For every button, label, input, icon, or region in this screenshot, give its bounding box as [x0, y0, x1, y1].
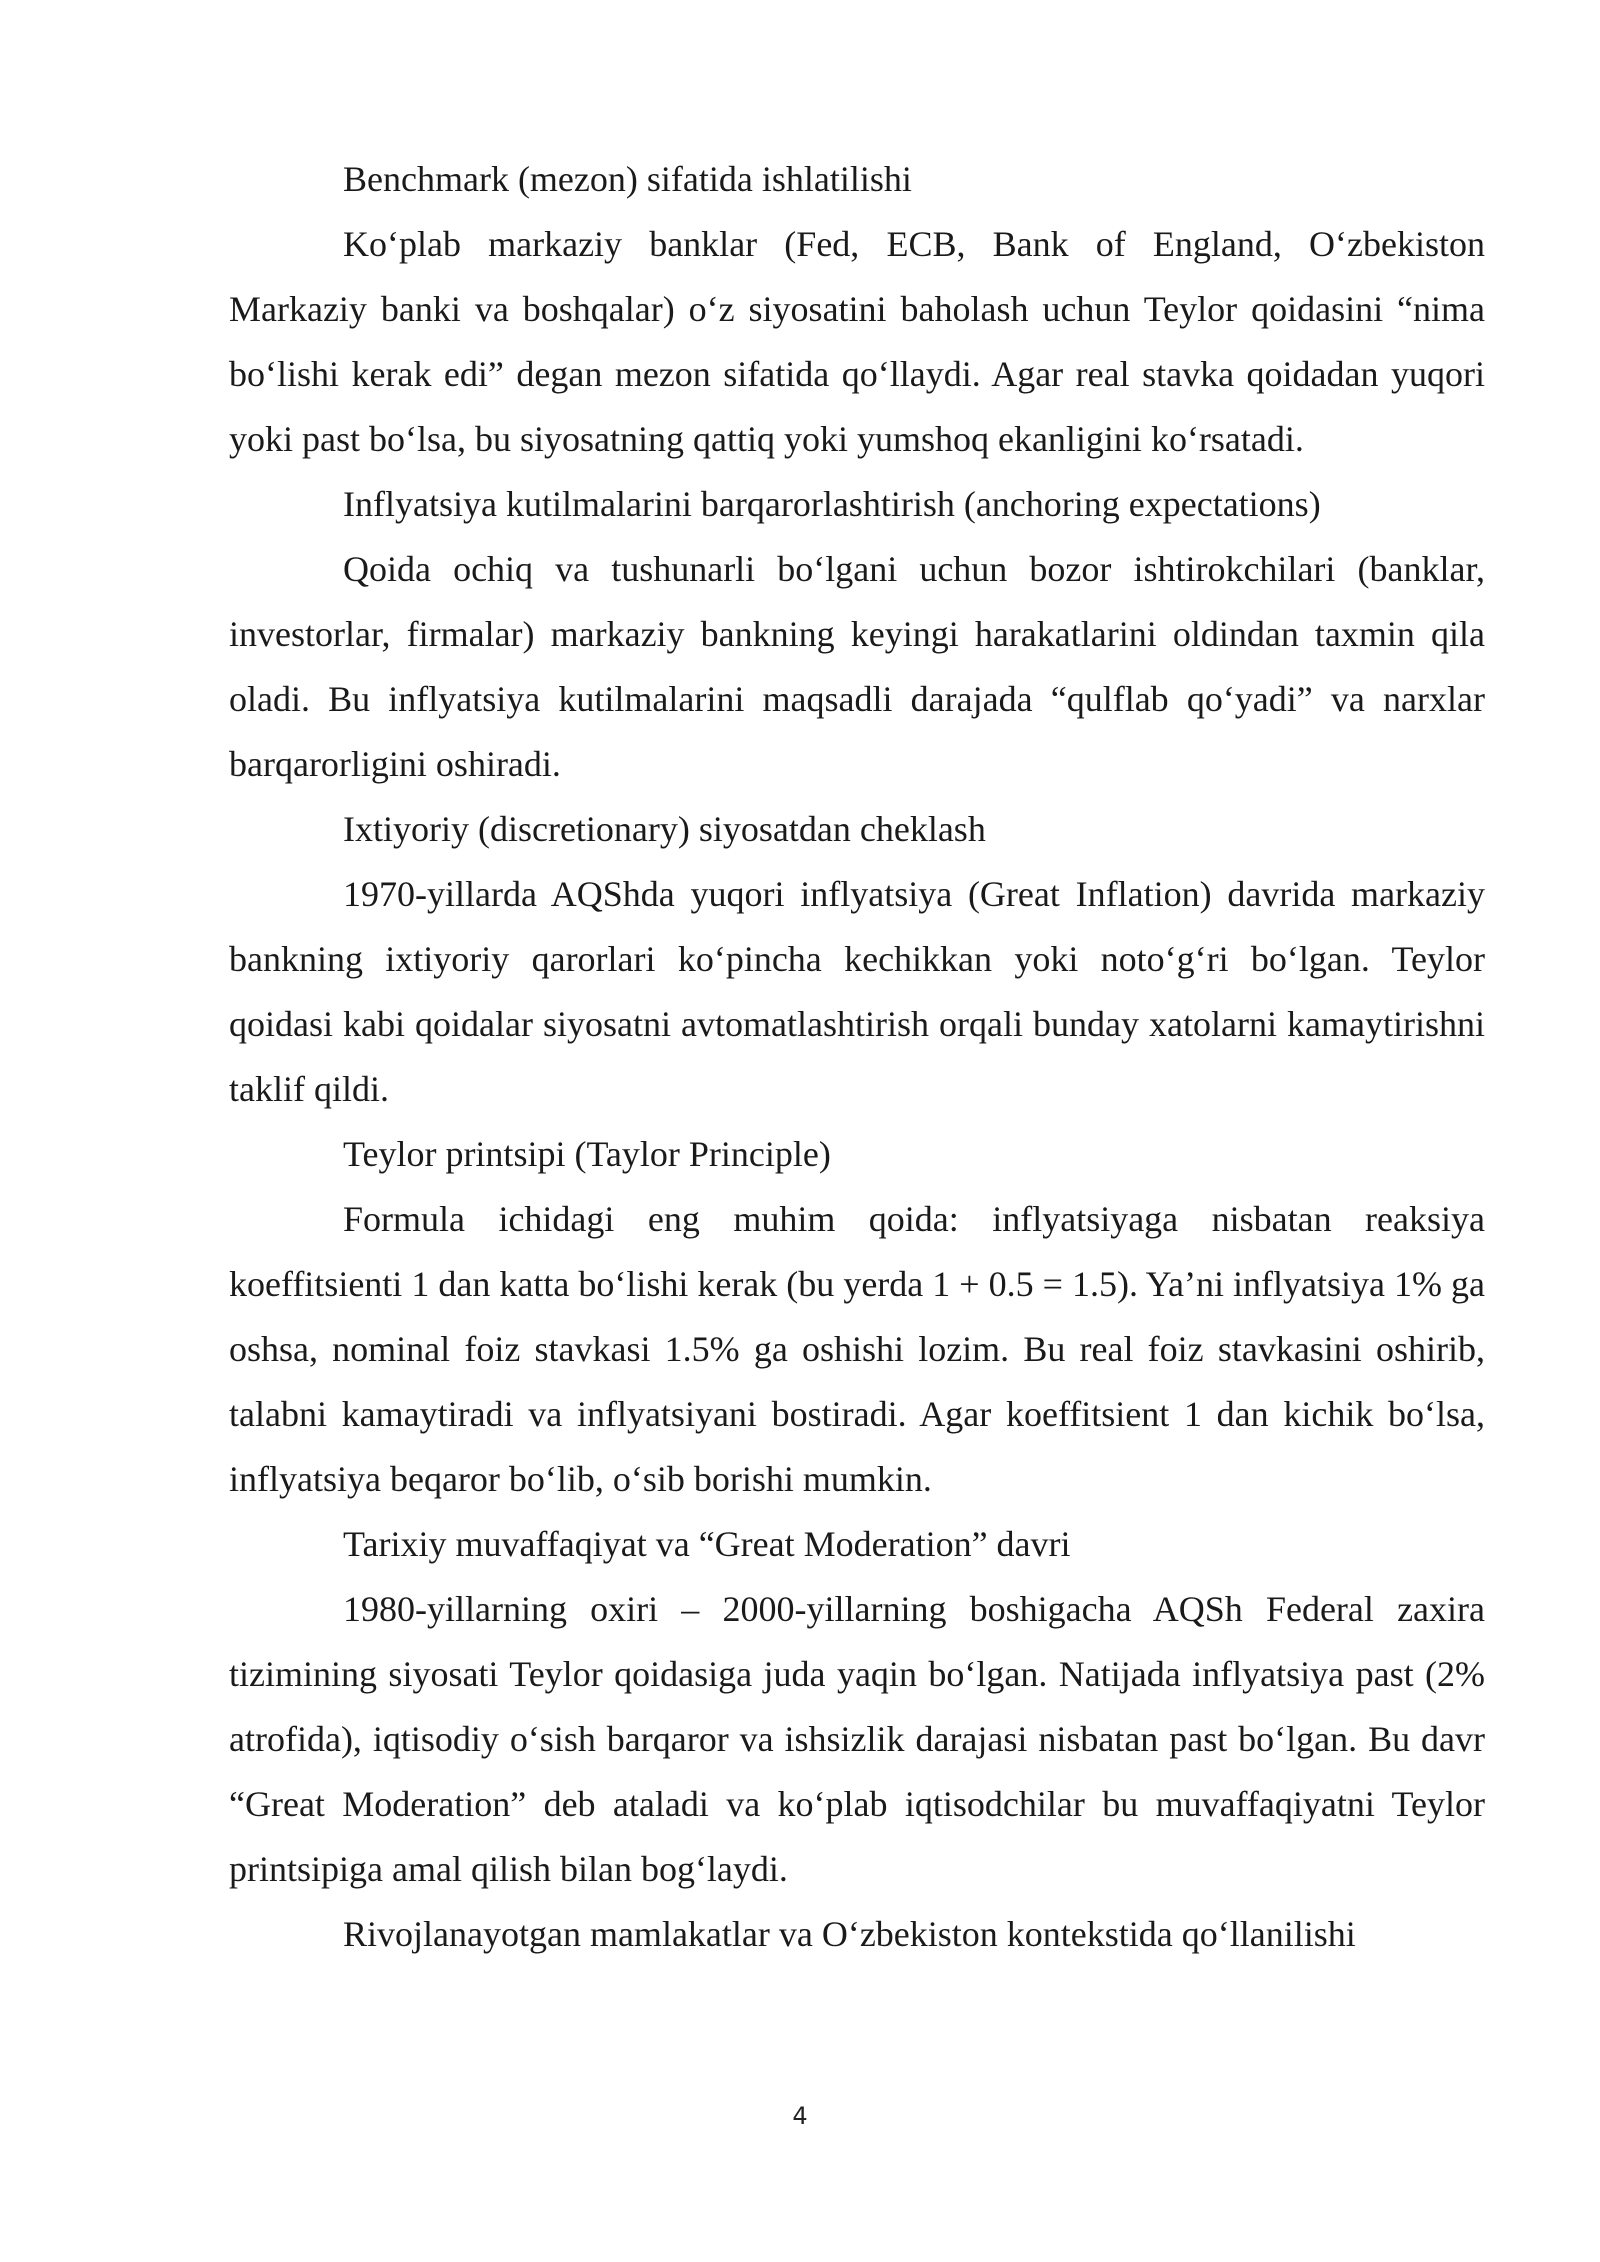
section-heading-benchmark: Benchmark (mezon) sifatida ishlatilishi [343, 159, 912, 199]
paragraph-great-moderation: 1980-yillarning oxiri – 2000-yillarning boshigacha AQSh Federal zaxira tizimining siyosati Teylor qoidasiga juda yaqin bo‘lgan. Natijada inflyatsiya past (2% atrofida), iqtisodiy o‘sish barqaror va ishsizlik darajasi nisbatan past bo‘lgan. Bu davr “Great Moderation” deb ataladi va ko‘plab iqtisodchilar bu muvaffaqiyatni Teylor printsipiga amal qilish bilan bog‘laydi. [229, 1589, 1485, 1889]
paragraph-taylor-principle: Formula ichidagi eng muhim qoida: inflyatsiyaga nisbatan reaksiya koeffitsienti 1 dan katta bo‘lishi kerak (bu yerda 1 + 0.5 = 1.5). Ya’ni inflyatsiya 1% ga oshsa, nominal foiz stavkasi 1.5% ga oshishi lozim. Bu real foiz stavkasini oshirib, talabni kamaytiradi va inflyatsiyani bostiradi. Agar koeffitsient 1 dan kichik bo‘lsa, inflyatsiya beqaror bo‘lib, o‘sib borishi mumkin. [229, 1199, 1485, 1499]
page-number: 4 [792, 2102, 808, 2130]
section-heading-discretionary: Ixtiyoriy (discretionary) siyosatdan cheklash [343, 809, 986, 849]
section-heading-developing-countries: Rivojlanayotgan mamlakatlar va O‘zbekiston kontekstida qo‘llanilishi [343, 1914, 1356, 1954]
page-body [229, 147, 1485, 1967]
paragraph-anchoring: Qoida ochiq va tushunarli bo‘lgani uchun bozor ishtirokchilari (banklar, investorlar, firmalar) markaziy bankning keyingi harakatlarini oldindan taxmin qila oladi. Bu inflyatsiya kutilmalarini maqsadli darajada “qulflab qo‘yadi” va narxlar barqarorligini oshiradi. [229, 549, 1485, 784]
paragraph-benchmark: Ko‘plab markaziy banklar (Fed, ECB, Bank of England, O‘zbekiston Markaziy banki va boshqalar) o‘z siyosatini baholash uchun Teylor qoidasini “nima bo‘lishi kerak edi” degan mezon sifatida qo‘llaydi. Agar real stavka qoidadan yuqori yoki past bo‘lsa, bu siyosatning qattiq yoki yumshoq ekanligini ko‘rsatadi. [229, 224, 1485, 459]
paragraph-discretionary: 1970-yillarda AQShda yuqori inflyatsiya (Great Inflation) davrida markaziy bankning ixtiyoriy qarorlari ko‘pincha kechikkan yoki noto‘g‘ri bo‘lgan. Teylor qoidasi kabi qoidalar siyosatni avtomatlashtirish orqali bunday xatolarni kamaytirishni taklif qildi. [229, 874, 1485, 1109]
section-heading-great-moderation: Tarixiy muvaffaqiyat va “Great Moderation” davri [343, 1524, 1071, 1564]
section-heading-anchoring: Inflyatsiya kutilmalarini barqarorlashtirish (anchoring expectations) [343, 484, 1321, 524]
section-heading-taylor-principle: Teylor printsipi (Taylor Principle) [343, 1134, 831, 1174]
